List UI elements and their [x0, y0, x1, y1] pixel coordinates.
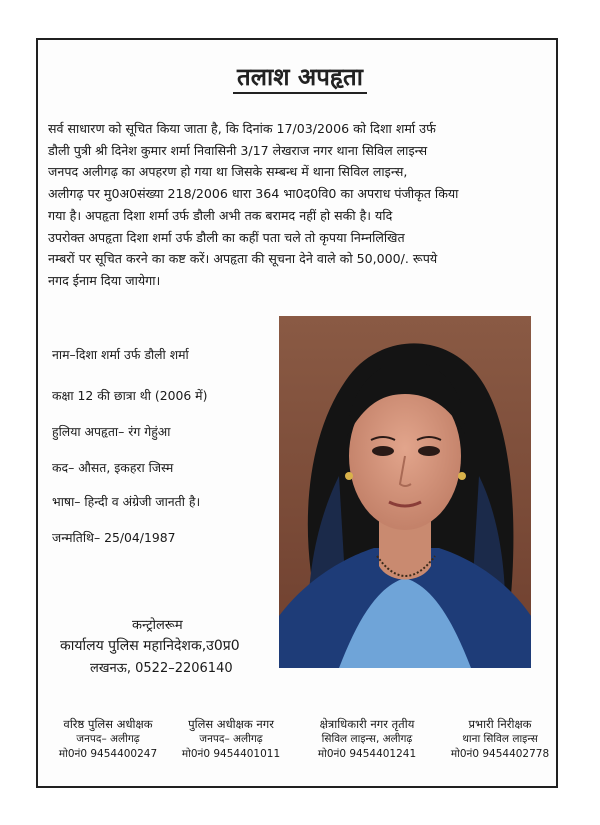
notice-line: नगद ईनाम दिया जायेगा।	[48, 272, 161, 288]
officer-sp-city	[172, 717, 290, 762]
control-room-office: कार्यालय पुलिस महानिदेशक,उ0प्र0	[60, 638, 240, 654]
officer-place: जनपद– अलीगढ़	[199, 733, 263, 745]
officer-phone: मो0नं0 9454401011	[181, 748, 281, 760]
officer-phone: मो0नं0 9454402778	[450, 748, 550, 760]
officer-phone: मो0नं0 9454401241	[317, 748, 417, 760]
notice-line: सर्व साधारण को सूचित किया जाता है, कि दिनांक 17/03/2006 को दिशा शर्मा उर्फ	[48, 121, 436, 136]
missing-person-photo	[279, 316, 531, 668]
officer-ssp	[48, 717, 168, 762]
control-room-phone: लखनऊ, 0522–2206140	[90, 661, 233, 676]
notice-paragraph	[48, 118, 556, 292]
notice-line: नम्बरों पर सूचित करने का कष्ट करें। अपहृता की सूचना देने वाले को 50,000/. रूपये	[48, 251, 438, 267]
detail-appearance: हुलिया अपहृता– रंग गेहुंआ	[52, 424, 171, 439]
officer-title: वरिष्ठ पुलिस अधीक्षक	[63, 717, 153, 731]
notice-line: गया है। अपहृता दिशा शर्मा उर्फ डौली अभी तक बरामद नहीं हो सकी है। यदि	[48, 207, 393, 223]
poster-title: तलाश अपहृता	[0, 60, 600, 93]
detail-name: नाम–दिशा शर्मा उर्फ डौली शर्मा	[52, 347, 189, 362]
officer-co	[302, 717, 432, 762]
officer-place: थाना सिविल लाइन्स	[462, 733, 538, 745]
detail-language: भाषा– हिन्दी व अंग्रेजी जानती है।	[52, 494, 201, 509]
officer-sho	[440, 717, 560, 762]
notice-line: उपरोक्त अपहृता दिशा शर्मा उर्फ डौली का कहीं पता चले तो कृपया निम्नलिखित	[48, 229, 405, 245]
officer-title: क्षेत्राधिकारी नगर तृतीय	[319, 717, 415, 731]
notice-line: अलीगढ़ पर मु0अ0संख्या 218/2006 धारा 364 भा0द0वि0 का अपराध पंजीकृत किया	[48, 186, 459, 202]
notice-line: जनपद अलीगढ़ का अपहरण हो गया था जिसके सम्बन्ध में थाना सिविल लाइन्स,	[48, 164, 408, 180]
detail-build: कद– औसत, इकहरा जिस्म	[52, 460, 174, 475]
officer-place: सिविल लाइन्स, अलीगढ़	[321, 733, 413, 745]
control-room-heading: कन्ट्रोलरूम	[132, 618, 183, 633]
notice-line: डौली पुत्री श्री दिनेश कुमार शर्मा निवासिनी 3/17 लेखराज नगर थाना सिविल लाइन्स	[48, 142, 428, 158]
officer-title: प्रभारी निरीक्षक	[468, 717, 532, 731]
officer-place: जनपद– अलीगढ़	[76, 733, 140, 745]
officer-title: पुलिस अधीक्षक नगर	[188, 717, 274, 731]
detail-class: कक्षा 12 की छात्रा थी (2006 में)	[52, 388, 208, 403]
detail-dob: जन्मतिथि– 25/04/1987	[52, 530, 176, 545]
officer-phone: मो0नं0 9454400247	[58, 748, 158, 760]
